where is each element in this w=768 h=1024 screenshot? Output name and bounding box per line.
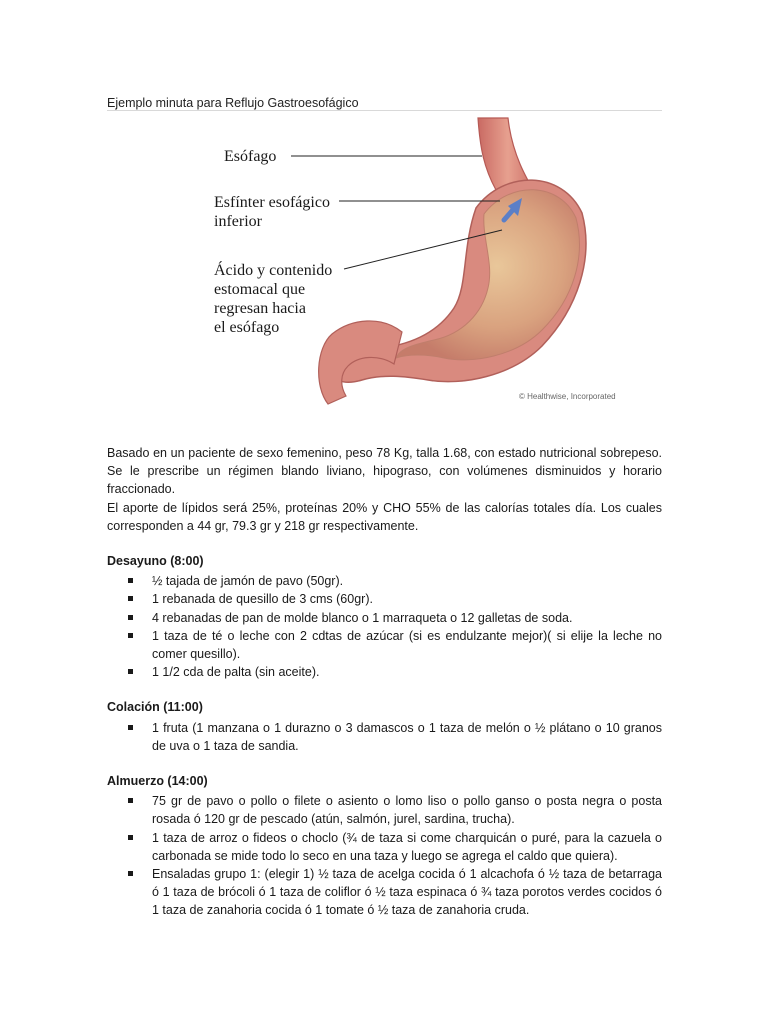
list-item: 4 rebanadas de pan de molde blanco o 1 marraqueta o 12 galletas de soda.	[107, 609, 662, 627]
meal-section-colacion	[107, 698, 662, 755]
document-body	[107, 444, 662, 920]
list-item: 1 taza de té o leche con 2 cdtas de azúcar (si es endulzante mejor)( si elije la leche no comer quesillo).	[107, 627, 662, 663]
label-acido-line2: estomacal que	[214, 281, 306, 298]
title-divider	[107, 110, 662, 111]
meal-section-almuerzo	[107, 772, 662, 920]
list-item: ½ tajada de jamón de pavo (50gr).	[107, 572, 662, 590]
list-item: 1 rebanada de quesillo de 3 cms (60gr).	[107, 590, 662, 608]
meal-item-list	[107, 572, 662, 681]
square-bullet-icon	[128, 871, 133, 876]
stomach-anatomy-diagram	[182, 118, 616, 408]
square-bullet-icon	[128, 669, 133, 674]
square-bullet-icon	[128, 725, 133, 730]
stomach-reflux-illustration	[182, 118, 616, 408]
label-acido-line1: Ácido y contenido	[214, 262, 333, 279]
label-esofago: Esófago	[224, 148, 277, 165]
square-bullet-icon	[128, 596, 133, 601]
label-esfinter-line1: Esfínter esofágico	[214, 194, 330, 211]
square-bullet-icon	[128, 578, 133, 583]
section-heading: Colación (11:00)	[107, 700, 203, 715]
square-bullet-icon	[128, 798, 133, 803]
label-acido-line4: el esófago	[214, 319, 280, 336]
list-item: 1 taza de arroz o fideos o choclo (¾ de taza si come charquicán o puré, para la cazuela o carbonada se mide todo lo seco en una taza y luego se agrega el caldo que quiera).	[107, 829, 662, 865]
intro-paragraph: Basado en un paciente de sexo femenino, peso 78 Kg, talla 1.68, con estado nutricional sobrepeso. Se le prescribe un régimen blando liviano, hipograso, con volúmenes disminuidos y horario fraccionado.	[107, 446, 662, 497]
section-heading: Desayuno (8:00)	[107, 554, 204, 569]
label-acido-line3: regresan hacia	[214, 300, 306, 317]
list-item: 1 1/2 cda de palta (sin aceite).	[107, 663, 662, 681]
label-esfinter-line2: inferior	[214, 213, 262, 230]
list-item: 1 fruta (1 manzana o 1 durazno o 3 damascos o 1 taza de melón o ½ plátano o 10 granos de uva o 1 taza de sandia.	[107, 719, 662, 755]
intro-paragraph: El aporte de lípidos será 25%, proteínas 20% y CHO 55% de las calorías totales día. Los cuales corresponden a 44 gr, 79.3 gr y 218 gr respectivamente.	[107, 500, 662, 533]
figure-copyright: © Healthwise, Incorporated	[519, 392, 616, 401]
meal-item-list	[107, 719, 662, 755]
square-bullet-icon	[128, 615, 133, 620]
document-title: Ejemplo minuta para Reflujo Gastroesofágico	[107, 96, 359, 110]
list-item: 75 gr de pavo o pollo o filete o asiento o lomo liso o pollo ganso o posta negra o posta rosada ó 120 gr de pescado (atún, salmón, jurel, sardina, trucha).	[107, 792, 662, 828]
square-bullet-icon	[128, 835, 133, 840]
list-item: Ensaladas grupo 1: (elegir 1) ½ taza de acelga cocida ó 1 alcachofa ó ½ taza de betarraga ó 1 taza de brócoli ó 1 taza de coliflor ó ½ taza espinaca ó ¾ taza porotos verdes cocidos ó 1 taza de zanahoria cocida ó 1 tomate ó ½ taza de zanahoria cruda.	[107, 865, 662, 920]
meal-item-list	[107, 792, 662, 919]
section-heading: Almuerzo (14:00)	[107, 774, 208, 789]
square-bullet-icon	[128, 633, 133, 638]
meal-section-desayuno	[107, 552, 662, 681]
